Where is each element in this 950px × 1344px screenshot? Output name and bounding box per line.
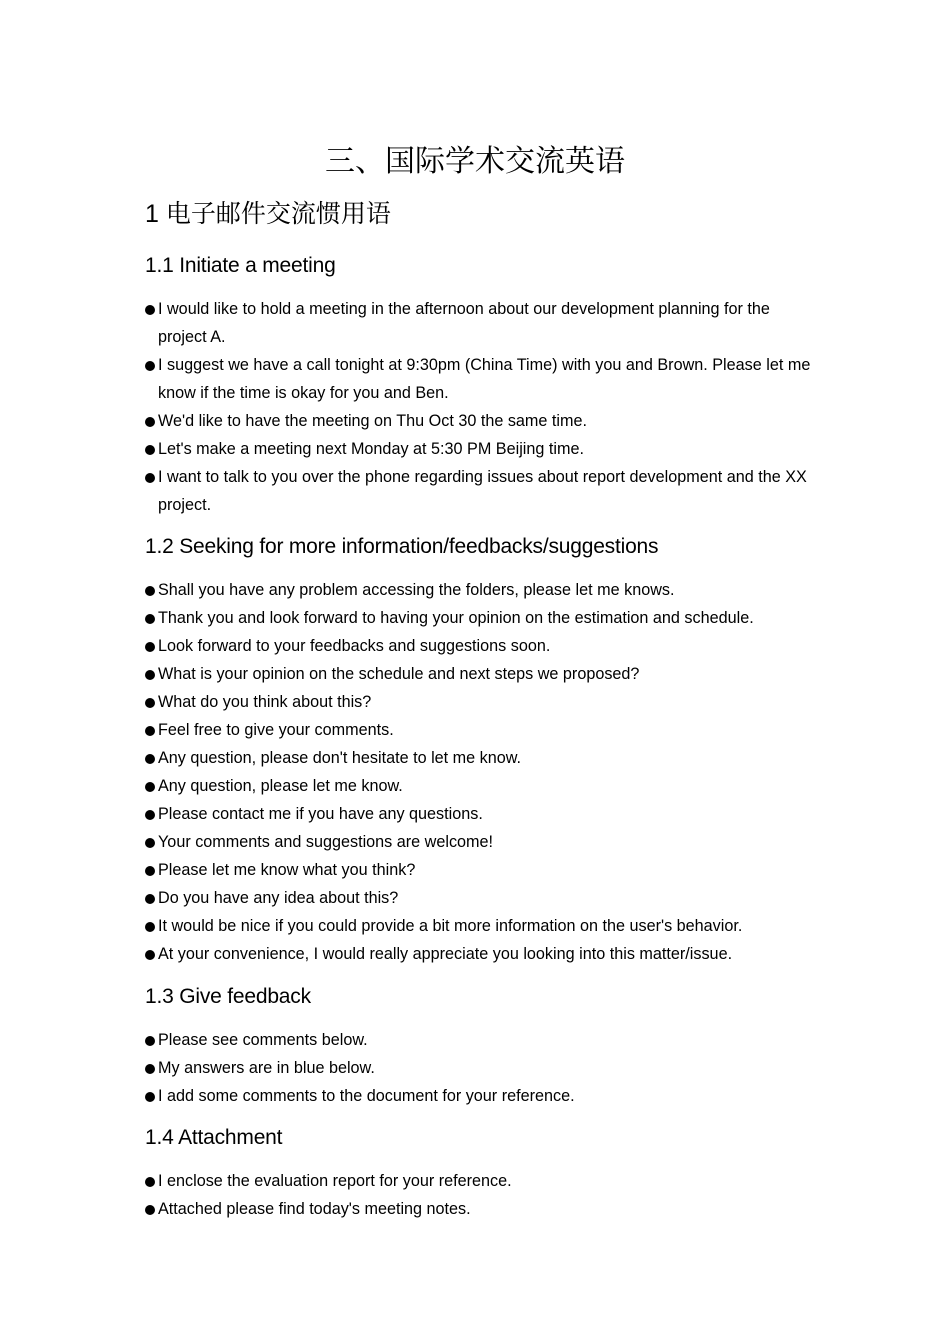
list-item-text: Feel free to give your comments.: [158, 721, 394, 739]
list-item: [145, 295, 815, 351]
list-item: [145, 604, 815, 632]
bullet-icon: [145, 838, 155, 848]
list-item-text: Let's make a meeting next Monday at 5:30 PM Beijing time.: [158, 440, 584, 458]
phrase-list: [145, 295, 815, 519]
list-item: [145, 435, 815, 463]
list-item-text: Thank you and look forward to having your opinion on the estimation and schedule.: [158, 609, 754, 627]
bullet-icon: [145, 698, 155, 708]
bullet-icon: [145, 586, 155, 596]
list-item-text: I want to talk to you over the phone regarding issues about report development and the XX project.: [158, 468, 807, 514]
list-item-text: I enclose the evaluation report for your reference.: [158, 1172, 512, 1190]
bullet-icon: [145, 1092, 155, 1102]
bullet-icon: [145, 473, 155, 483]
bullet-icon: [145, 614, 155, 624]
list-item-text: Any question, please don't hesitate to let me know.: [158, 749, 522, 767]
list-item: [145, 856, 815, 884]
section-heading: 1.1 Initiate a meeting: [145, 254, 336, 277]
section-heading: 1.3 Give feedback: [145, 985, 311, 1008]
bullet-icon: [145, 1205, 155, 1215]
list-item: [145, 1054, 815, 1082]
list-item: [145, 828, 815, 856]
list-item-text: I add some comments to the document for your reference.: [158, 1087, 575, 1105]
bullet-icon: [145, 950, 155, 960]
list-item-text: At your convenience, I would really appreciate you looking into this matter/issue.: [158, 945, 733, 963]
list-item: [145, 772, 815, 800]
section-attachment: [145, 1123, 815, 1223]
bullet-icon: [145, 361, 155, 371]
list-item: [145, 463, 815, 519]
list-item: [145, 1167, 815, 1195]
list-item: [145, 940, 815, 968]
list-item-text: Shall you have any problem accessing the folders, please let me knows.: [158, 581, 675, 599]
list-item: [145, 688, 815, 716]
bullet-icon: [145, 922, 155, 932]
list-item-text: Please contact me if you have any questions.: [158, 805, 483, 823]
list-item: [145, 351, 815, 407]
list-item-text: I suggest we have a call tonight at 9:30pm (China Time) with you and Brown. Please let me know if the time is okay for you and Ben.: [158, 356, 811, 402]
list-item: [145, 632, 815, 660]
document-title: 三、国际学术交流英语: [325, 145, 625, 178]
list-item: [145, 800, 815, 828]
bullet-icon: [145, 642, 155, 652]
section-heading: 1.2 Seeking for more information/feedbacks/suggestions: [145, 535, 659, 558]
list-item-text: Please let me know what you think?: [158, 861, 416, 879]
bullet-icon: [145, 305, 155, 315]
bullet-icon: [145, 726, 155, 736]
list-item-text: Attached please find today's meeting notes.: [158, 1200, 471, 1218]
list-item: [145, 1195, 815, 1223]
bullet-icon: [145, 417, 155, 427]
list-item-text: Your comments and suggestions are welcome!: [158, 833, 494, 851]
bullet-icon: [145, 670, 155, 680]
list-item-text: Any question, please let me know.: [158, 777, 403, 795]
phrase-list: [145, 1026, 815, 1110]
bullet-icon: [145, 810, 155, 820]
list-item-text: Look forward to your feedbacks and suggestions soon.: [158, 637, 551, 655]
bullet-icon: [145, 894, 155, 904]
list-item-text: Please see comments below.: [158, 1031, 368, 1049]
list-item: [145, 407, 815, 435]
bullet-icon: [145, 1036, 155, 1046]
section-initiate-meeting: [145, 251, 815, 519]
chapter-heading: 1 电子邮件交流惯用语: [145, 200, 391, 228]
list-item: [145, 912, 815, 940]
list-item-text: I would like to hold a meeting in the afternoon about our development planning for the project A.: [158, 300, 770, 346]
list-item-text: It would be nice if you could provide a bit more information on the user's behavior.: [158, 917, 743, 935]
phrase-list: [145, 1167, 815, 1223]
list-item: [145, 660, 815, 688]
list-item-text: What do you think about this?: [158, 693, 372, 711]
bullet-icon: [145, 782, 155, 792]
list-item: [145, 744, 815, 772]
phrase-list: [145, 576, 815, 968]
list-item-text: We'd like to have the meeting on Thu Oct 30 the same time.: [158, 412, 587, 430]
list-item: [145, 1082, 815, 1110]
list-item: [145, 716, 815, 744]
bullet-icon: [145, 866, 155, 876]
list-item-text: Do you have any idea about this?: [158, 889, 399, 907]
bullet-icon: [145, 445, 155, 455]
bullet-icon: [145, 754, 155, 764]
section-seeking-information: [145, 532, 815, 968]
bullet-icon: [145, 1064, 155, 1074]
list-item: [145, 576, 815, 604]
bullet-icon: [145, 1177, 155, 1187]
list-item-text: My answers are in blue below.: [158, 1059, 375, 1077]
list-item: [145, 1026, 815, 1054]
list-item-text: What is your opinion on the schedule and next steps we proposed?: [158, 665, 640, 683]
section-heading: 1.4 Attachment: [145, 1126, 283, 1149]
section-give-feedback: [145, 982, 815, 1110]
list-item: [145, 884, 815, 912]
